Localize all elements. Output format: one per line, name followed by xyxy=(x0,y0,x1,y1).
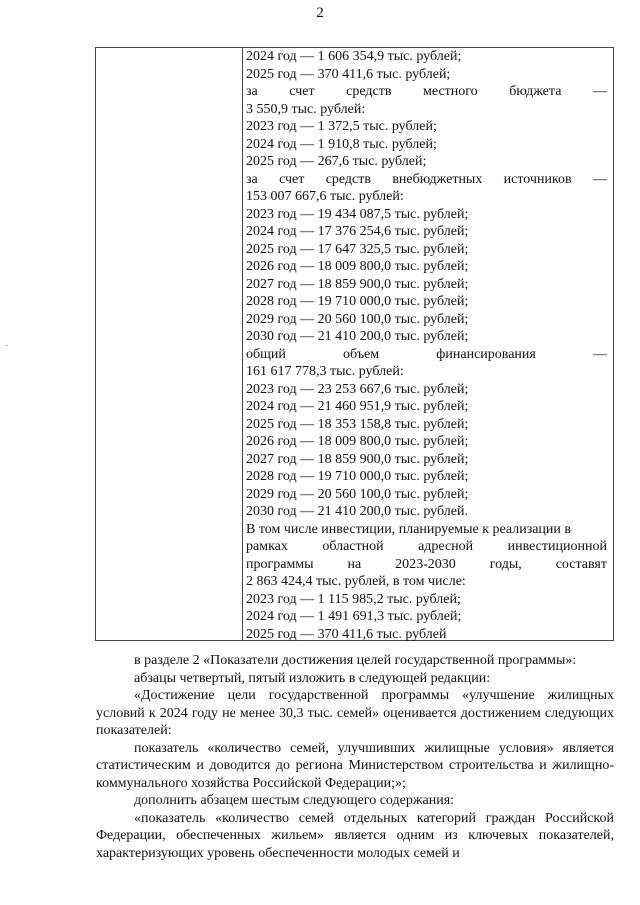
paragraph: показатель «количество семей, улучшивших жилищные условия» является статистическим и доводится до региона Министерством строительства и жилищно-коммунального хозяйства Российской Федерации;»; xyxy=(96,740,614,791)
table-line: 2025 год — 370 411,6 тыс. рублей xyxy=(246,626,447,642)
table-line: 2025 год — 267,6 тыс. рублей; xyxy=(246,154,427,169)
table-line-justified xyxy=(246,538,607,556)
table-line: 153 007 667,6 тыс. рублей: xyxy=(246,189,404,204)
table-line: 2023 год — 19 434 087,5 тыс. рублей; xyxy=(246,206,469,222)
table-word: объем xyxy=(343,346,380,362)
table-word: внебюджетных xyxy=(392,171,483,187)
table-word: годы, xyxy=(489,556,522,572)
table-word: общий xyxy=(246,346,286,362)
table-word: местного xyxy=(423,84,478,99)
table-line: 2027 год — 18 859 900,0 тыс. рублей; xyxy=(246,276,469,292)
table-line: 2025 год — 18 353 158,8 тыс. рублей; xyxy=(246,416,469,432)
paragraph: дополнить абзацем шестым следующего содержания: xyxy=(134,793,455,808)
paragraph: «показатель «количество семей отдельных категорий граждан Российской Федерации, обеспеченных жильем» является одним из ключевых показателей, характеризующих уровень обеспеченности молодых семей и xyxy=(96,810,614,861)
table-line: 2025 год — 370 411,6 тыс. рублей; xyxy=(246,66,451,82)
table-word: — xyxy=(592,346,607,362)
table-word: бюджета xyxy=(509,84,562,99)
table-word: средств xyxy=(325,171,371,187)
table-line: 2023 год — 1 372,5 тыс. рублей; xyxy=(246,119,437,134)
table-word: — xyxy=(592,84,607,99)
table-line-justified xyxy=(246,83,607,101)
paragraph: в разделе 2 «Показатели достижения целей государственной программы»: xyxy=(134,653,577,668)
table-word: программы xyxy=(246,556,314,572)
table-line: 2026 год — 18 009 800,0 тыс. рублей; xyxy=(246,434,469,449)
table-word: финансирования xyxy=(436,346,536,362)
table-line: 2024 год — 21 460 951,9 тыс. рублей; xyxy=(246,399,469,414)
table-line: 2029 год — 20 560 100,0 тыс. рублей; xyxy=(246,311,469,327)
table-line: 161 617 778,3 тыс. рублей: xyxy=(246,364,404,379)
paragraph: абзацы четвертый, пятый изложить в следующей редакции: xyxy=(134,670,491,686)
paragraph: «Достижение цели государственной программы «улучшение жилищных условий к 2024 году не менее 30,3 тыс. семей» оценивается достижением следующих показателей: xyxy=(96,688,614,738)
table-line-justified xyxy=(246,346,607,364)
table-word: за xyxy=(246,171,258,187)
table-word: средств xyxy=(346,84,392,99)
table-word: рамках xyxy=(246,539,288,554)
table-left-column xyxy=(96,48,243,640)
table-line: 2028 год — 19 710 000,0 тыс. рублей; xyxy=(246,294,469,309)
table-line: 2 863 424,4 тыс. рублей, в том числе: xyxy=(246,574,466,589)
table-line: 2023 год — 1 115 985,2 тыс. рублей; xyxy=(246,591,461,607)
table-word: счет xyxy=(279,171,305,187)
table-word: на xyxy=(347,556,362,572)
table-line: 2030 год — 21 410 200,0 тыс. рублей; xyxy=(246,329,469,344)
table-line: 2023 год — 23 253 667,6 тыс. рублей; xyxy=(246,381,469,397)
table-line: 2024 год — 1 491 691,3 тыс. рублей; xyxy=(246,609,462,624)
table-word: инвестиционной xyxy=(507,539,607,554)
table-word: адресной xyxy=(418,539,474,554)
table-line-justified xyxy=(246,556,607,574)
table-line: 2029 год — 20 560 100,0 тыс. рублей; xyxy=(246,486,469,502)
table-line: 2024 год — 1 606 354,9 тыс. рублей; xyxy=(246,49,462,64)
table-line: 2024 год — 1 910,8 тыс. рублей; xyxy=(246,136,437,152)
table-word: источников xyxy=(503,171,572,187)
body-text xyxy=(96,652,614,862)
table-line: 2027 год — 18 859 900,0 тыс. рублей; xyxy=(246,451,469,467)
margin-mark: · xyxy=(5,340,9,352)
table-right-column xyxy=(246,48,607,643)
table-word: составят xyxy=(555,556,607,572)
table-word: счет xyxy=(289,84,315,99)
table-line: 2030 год — 21 410 200,0 тыс. рублей. xyxy=(246,504,468,519)
table-line: 2026 год — 18 009 800,0 тыс. рублей; xyxy=(246,259,469,274)
table-line: 2024 год — 17 376 254,6 тыс. рублей; xyxy=(246,224,469,239)
table-line-justified xyxy=(246,171,607,189)
page-number: 2 xyxy=(316,5,324,21)
table-word: 2023-2030 xyxy=(395,556,456,572)
table-word: — xyxy=(592,171,607,187)
table-line: 2025 год — 17 647 325,5 тыс. рублей; xyxy=(246,241,469,257)
table-line: В том числе инвестиции, планируемые к реализации в xyxy=(246,521,572,537)
table-line: 3 550,9 тыс. рублей: xyxy=(246,101,366,117)
table-line: 2028 год — 19 710 000,0 тыс. рублей; xyxy=(246,469,469,484)
financing-table xyxy=(95,47,614,641)
table-word: за xyxy=(246,84,258,99)
table-word: областной xyxy=(322,539,384,554)
